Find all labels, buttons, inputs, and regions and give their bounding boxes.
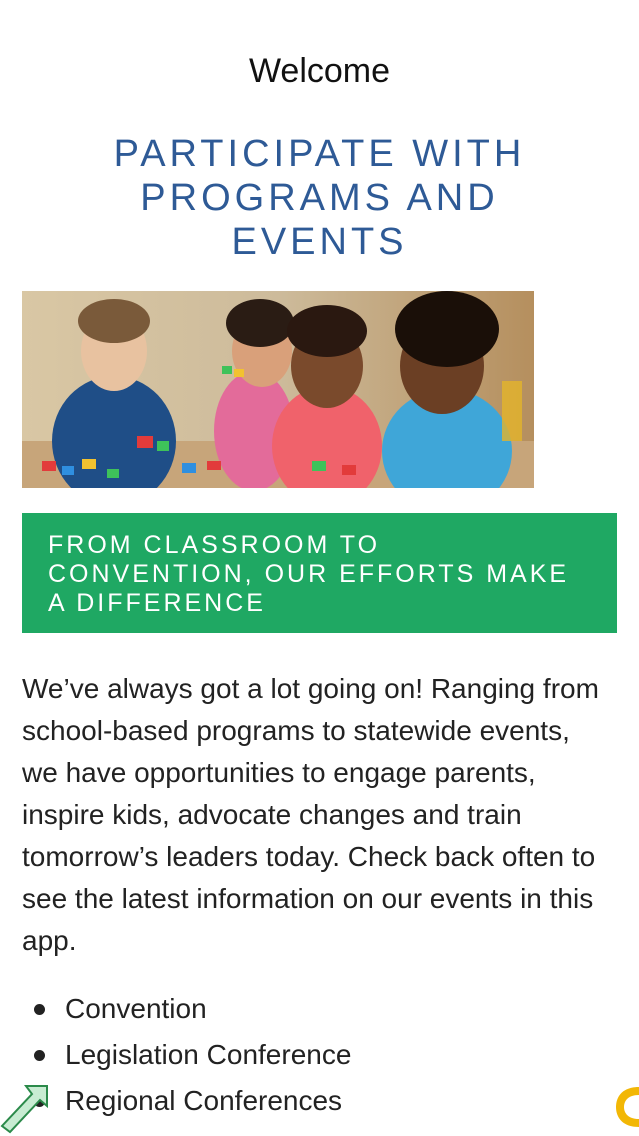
banner-text: FROM CLASSROOM TO CONVENTION, OUR EFFORTS MAKE A DIFFERENCE xyxy=(48,531,570,617)
banner xyxy=(22,513,617,633)
intro-paragraph: We’ve always got a lot going on! Ranging from school-based programs to statewide events, we have opportunities to engage parents, inspire kids, advocate changes and train tomorrow’s leaders today. Check back often to see the latest information on our events in this app. xyxy=(22,673,599,956)
scroll-handle-icon[interactable] xyxy=(612,1085,639,1129)
list-item-label: Legislation Conference xyxy=(65,1039,352,1070)
list-item-label: Regional Conferences xyxy=(65,1085,343,1116)
welcome-heading: Welcome xyxy=(248,52,391,90)
list-item[interactable] xyxy=(22,1032,612,1078)
cursor-arrow-icon xyxy=(0,1082,56,1136)
children-photo xyxy=(22,291,534,488)
list-item[interactable] xyxy=(22,986,612,1032)
list-item-label: Convention xyxy=(65,993,207,1024)
page-title: PARTICIPATE WITH PROGRAMS AND EVENTS xyxy=(113,133,526,263)
bullet-icon xyxy=(34,1004,45,1015)
list-item[interactable] xyxy=(22,1078,612,1124)
event-list xyxy=(22,986,612,1124)
bullet-icon xyxy=(34,1050,45,1061)
